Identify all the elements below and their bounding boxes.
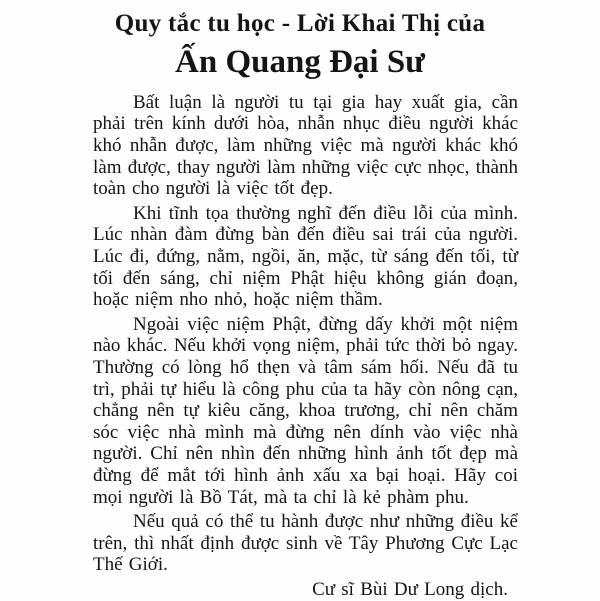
- document-body: [93, 92, 518, 601]
- paragraph-3: Ngoài việc niệm Phật, đừng dấy khởi một niệm nào khác. Nếu khởi vọng niệm, phải tức thời bỏ ngay. Thường có lòng hổ thẹn và tâm sám hối. Nếu đã tu trì, phải tự hiểu là công phu của ta hãy còn nông cạn, chẳng nên tự kiêu căng, khoa trương, chỉ nên chăm sóc việc nhà mình mà đừng nên dính vào việc nhà người. Chỉ nên nhìn đến những hình ảnh tốt đẹp mà đừng để mắt tới hình ảnh xấu xa bại hoại. Hãy coi mọi người là Bồ Tát, mà ta chỉ là kẻ phàm phu.: [93, 313, 518, 508]
- paragraph-4: Nếu quả có thể tu hành được như những điều kể trên, thì nhất định được sinh về Tây Phương Cực Lạc Thế Giới.: [93, 511, 518, 576]
- translator-signature: Cư sĩ Bùi Dư Long dịch.: [312, 578, 508, 600]
- paragraph-1: Bất luận là người tu tại gia hay xuất gia, cần phải trên kính dưới hòa, nhẫn nhục điều người khác khó nhẫn được, làm những việc mà người khác khó làm được, thay người làm những việc cực nhọc, thành toàn cho người là việc tốt đẹp.: [93, 91, 518, 200]
- document-title-line2: Ấn Quang Đại Sư: [175, 44, 425, 81]
- paragraph-2: Khi tĩnh tọa thường nghĩ đến điều lỗi của mình. Lúc nhàn đàm đừng bàn đến điều sai trái của người. Lúc đi, đứng, nằm, ngồi, ăn, mặc, từ sáng đến tối, từ tối đến sáng, chỉ niệm Phật hiệu không gián đoạn, hoặc niệm nho nhỏ, hoặc niệm thầm.: [93, 202, 518, 311]
- document-title-line1: Quy tắc tu học - Lời Khai Thị của: [114, 10, 486, 37]
